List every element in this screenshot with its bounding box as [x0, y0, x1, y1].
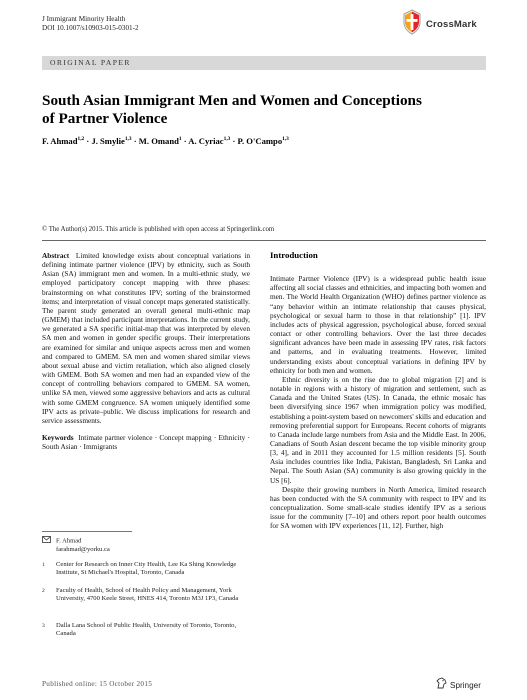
affiliation: 3 Dalla Lana School of Public Health, University of Toronto, Toronto, Canada — [42, 622, 237, 638]
abstract-section — [42, 251, 250, 451]
journal-name: J Immigrant Minority Health — [42, 15, 126, 23]
author[interactable]: A. Cyriac$^{1,3}$ — [188, 136, 231, 146]
crossmark-button[interactable] — [402, 9, 486, 39]
footnote-divider — [42, 531, 132, 532]
author[interactable]: M. Omand$^1$ — [138, 136, 182, 146]
abstract-text: Limited knowledge exists about conceptual variations in defining intimate partner violence (IPV) by ethnicity, such as South Asian (SA) immigrant men and women. In a multi-ethnic study, we employed participatory concept mapping with three phases: brainstorming on what constitutes IPV; sorting of the brainstormed items; and interpretation of visual concept maps generated statistically. The parent study generated an overall general multi-ethnic map (GMEM) that included participant interpretations. In the current study, we generated a SA specific initial-map that was interpreted by eleven SA men and women in gender specific groups. Their interpretations are examined for similar and unique aspects across men and women and compared to GMEM. SA men and women shared similar views about sexual abuse and victim retaliation, which also aligned closely with GMEM. Both SA women and men had an expanded view of the concept of controlling behaviors compared to GMEM. SA women, unlike SA men, viewed some aggressive behaviors and acts as cultural with some GMEM congruence. SA women uniquely identified some IPV acts as private–public. We discuss implications for research and service assessments. — [42, 251, 251, 425]
affiliation: 1 Center for Research on Inner City Health, Lee Ka Shing Knowledge Institute, St Michael's Hospital, Toronto, Canada — [42, 561, 237, 577]
contact-email[interactable]: farahmad@yorku.ca — [56, 546, 110, 554]
divider — [42, 240, 486, 241]
intro-paragraph-2: Ethnic diversity is on the rise due to global migration [2] and is notable in regions with a history of migration and settlement, such as Canada and the United States (US). In Canada, the ethnic mosaic has been diversifying since 1967 when immigration policy was modified, establishing a point-system based on newcomers' skills and education and removing preferential support for Europeans. Recent cohorts of migrants to Canada include large numbers from Asia and the Middle East. In 2006, Canadians of South Asian descent became the top visible minority group [3, 4], and in 2011 they accounted for 1.5 million residents [5]. South Asia includes countries like India, Pakistan, Bangladesh, Sri Lanka and Nepal. The South Asian (SA) community is also growing quickly in the US [6]. — [270, 374, 486, 485]
keywords-text: Intimate partner violence · Concept mapping · Ethnicity · South Asian · Immigrants — [42, 432, 250, 452]
envelope-icon — [42, 536, 51, 546]
contact-name: F. Ahmad — [56, 537, 82, 545]
article-type-label: ORIGINAL PAPER — [50, 58, 131, 67]
crossmark-label: CrossMark — [426, 18, 477, 30]
intro-paragraph-1: Intimate Partner Violence (IPV) is a widespread public health issue affecting all social classes and ethnicities, and impacting both women and men. The World Health Organization (WHO) defines partner violence as “any behavior within an intimate relationship that causes physical, psychological or sexual harm to those in that relationship” [1]. IPV includes acts of physical aggression, psychological abuse, forced sexual contact or other controlling behaviors. Over the last three decades significant advances have been made in assessing IPV rates, risk factors and patterns, and in evaluating treatments. However, limited understanding exists about conceptual variations in defining IPV by ethnicity for both men and women. — [270, 274, 486, 375]
corresponding-author — [42, 536, 110, 554]
springer-logo — [436, 676, 481, 694]
author-list: F. Ahmad$^{1,2}$ · J. Smylie$^{1,3}$ · M. Omand$^1$ · A. Cyriac$^{1,3}$ · P. O'Campo$^{1,3}$ — [42, 136, 289, 146]
journal-header — [42, 15, 139, 33]
author[interactable]: P. O'Campo$^{1,3}$ — [237, 136, 289, 146]
introduction-heading: Introduction — [270, 250, 318, 260]
author[interactable]: J. Smylie$^{1,3}$ — [91, 136, 132, 146]
keywords-heading: Keywords — [42, 432, 74, 442]
abstract-paragraph — [42, 251, 250, 425]
journal-doi: DOI 10.1007/s10903-015-0301-2 — [42, 24, 139, 33]
abstract-heading: Abstract — [42, 251, 70, 260]
title-line-1: South Asian Immigrant Men and Women and Conceptions — [42, 92, 422, 109]
springer-label: Springer — [450, 680, 481, 690]
license-note: © The Author(s) 2015. This article is published with open access at Springerlink.com — [42, 226, 275, 233]
author[interactable]: F. Ahmad$^{1,2}$ — [42, 136, 85, 146]
crossmark-icon — [402, 9, 422, 40]
affiliation: 2 Faculty of Health, School of Health Policy and Management, York University, 4700 Keele Street, HNES 414, Toronto M3J 1P3, Canada — [42, 587, 239, 603]
article-title — [42, 92, 482, 128]
published-date: Published online: 15 October 2015 — [42, 680, 153, 688]
springer-horse-icon — [436, 676, 447, 694]
intro-paragraph-3: Despite their growing numbers in North America, limited research has been conducted with the SA community with respect to IPV and its conceptualization. Some small-scale studies identify IPV as a serious issue for the community [7–10] and others report poor health outcomes for SA women with IPV experiences [11, 12]. Further, high — [270, 484, 486, 531]
keywords-paragraph — [42, 433, 250, 451]
introduction-section — [270, 251, 486, 531]
title-line-2: of Partner Violence — [42, 110, 168, 127]
